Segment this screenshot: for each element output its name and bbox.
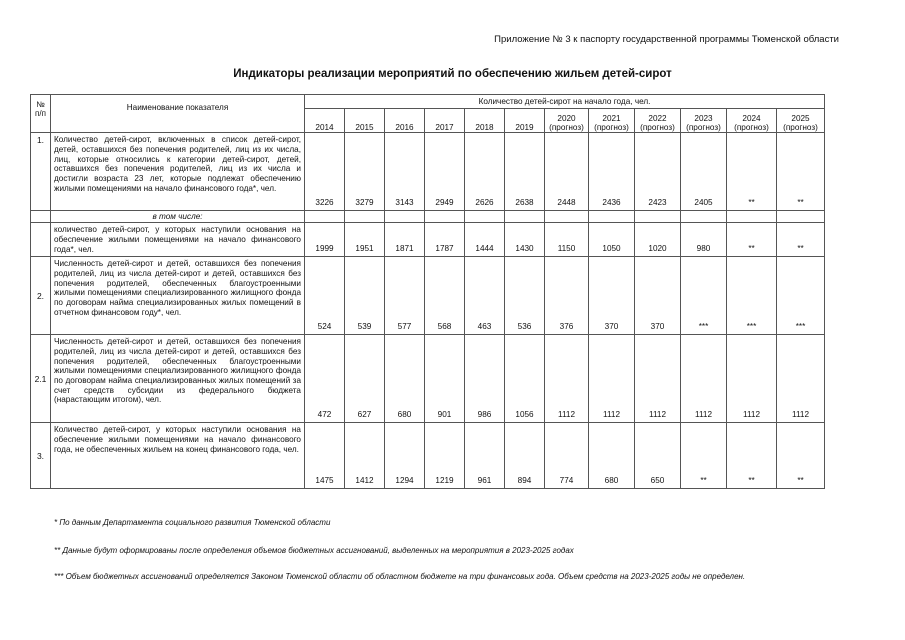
value-cell: 2638 [505, 133, 545, 211]
value-cell: 1112 [589, 335, 635, 423]
value-cell: 524 [305, 257, 345, 335]
table-row [31, 423, 825, 489]
value-cell: 472 [305, 335, 345, 423]
header-year: 2015 [345, 109, 385, 133]
table-row [31, 335, 825, 423]
table-row [31, 257, 825, 335]
value-cell: 650 [635, 423, 681, 489]
value-cell: 1020 [635, 223, 681, 257]
value-cell: 1112 [545, 335, 589, 423]
value-cell: 2626 [465, 133, 505, 211]
value-cell: 536 [505, 257, 545, 335]
value-cell: 370 [589, 257, 635, 335]
footnote-1: * По данным Департамента социального развития Тюменской области [54, 518, 331, 527]
value-cell [727, 211, 777, 223]
value-cell [345, 211, 385, 223]
value-cell: *** [777, 257, 825, 335]
header-year-group: Количество детей-сирот на начало года, чел. [305, 95, 825, 109]
table-header [31, 95, 825, 133]
value-cell: 539 [345, 257, 385, 335]
indicator-name: Количество детей-сирот, у которых наступили основания на обеспечение жилыми помещениями на начало финансового года, не обеспеченных жильем на конец финансового года, чел. [51, 423, 305, 489]
value-cell: 1150 [545, 223, 589, 257]
value-cell: 1430 [505, 223, 545, 257]
value-cell: 2423 [635, 133, 681, 211]
value-cell: 627 [345, 335, 385, 423]
value-cell: 1056 [505, 335, 545, 423]
value-cell: 3143 [385, 133, 425, 211]
value-cell [635, 211, 681, 223]
value-cell: ** [727, 423, 777, 489]
value-cell: 1294 [385, 423, 425, 489]
value-cell [505, 211, 545, 223]
value-cell: 2436 [589, 133, 635, 211]
table-row [31, 223, 825, 257]
value-cell [425, 211, 465, 223]
table-row [31, 133, 825, 211]
value-cell [385, 211, 425, 223]
header-year: 2025 (прогноз) [777, 109, 825, 133]
row-number: 3. [31, 423, 51, 489]
value-cell: ** [777, 223, 825, 257]
value-cell: 1787 [425, 223, 465, 257]
indicator-name: Численность детей-сирот и детей, оставшихся без попечения родителей, лиц из числа детей-сирот и детей, оставшихся без попечения родителей, обеспеченных благоустроенными жилыми помещениями специализированного жилищного фонда по договорам найма специализированных жилых помещений за счет средств субсидии из федерального бюджета (нарастающим итогом), чел. [51, 335, 305, 423]
header-year: 2021 (прогноз) [589, 109, 635, 133]
value-cell: 894 [505, 423, 545, 489]
header-year: 2018 [465, 109, 505, 133]
value-cell: 1112 [727, 335, 777, 423]
value-cell: 1112 [681, 335, 727, 423]
value-cell: 1050 [589, 223, 635, 257]
header-year: 2014 [305, 109, 345, 133]
value-cell: 2448 [545, 133, 589, 211]
subheader-label: в том числе: [51, 211, 305, 223]
value-cell: 961 [465, 423, 505, 489]
header-year: 2022 (прогноз) [635, 109, 681, 133]
value-cell [681, 211, 727, 223]
value-cell: 680 [385, 335, 425, 423]
value-cell: ** [681, 423, 727, 489]
header-year: 2020 (прогноз) [545, 109, 589, 133]
header-year: 2019 [505, 109, 545, 133]
row-number: 1. [31, 133, 51, 211]
indicator-name: Численность детей-сирот и детей, оставшихся без попечения родителей, лиц из числа детей-сирот и детей, оставшихся без попечения родителей, обеспеченных благоустроенными жилыми помещениями специализированного жилищного фонда по договорам найма специализированных жилых помещений в отчетном финансовом году*, чел. [51, 257, 305, 335]
row-number: 2.1 [31, 335, 51, 423]
header-year: 2024 (прогноз) [727, 109, 777, 133]
value-cell: 577 [385, 257, 425, 335]
value-cell: 2949 [425, 133, 465, 211]
indicator-name: количество детей-сирот, у которых наступили основания на обеспечение жилыми помещениями на начало финансового года*, чел. [51, 223, 305, 257]
value-cell [305, 211, 345, 223]
row-number [31, 211, 51, 223]
value-cell: 1871 [385, 223, 425, 257]
value-cell: 568 [425, 257, 465, 335]
value-cell [545, 211, 589, 223]
header-indicator-name: Наименование показателя [51, 95, 305, 133]
value-cell: 1219 [425, 423, 465, 489]
document-title: Индикаторы реализации мероприятий по обеспечению жильем детей-сирот [233, 68, 672, 80]
header-number: № п/п [31, 95, 51, 133]
value-cell: 901 [425, 335, 465, 423]
table-body [31, 133, 825, 489]
value-cell [465, 211, 505, 223]
value-cell: 986 [465, 335, 505, 423]
footnote-3: *** Объем бюджетных ассигнований определяется Законом Тюменской области об областном бюджете на три финансовых года. Объем средств на 2023-2025 годы не определен. [54, 572, 746, 581]
value-cell: ** [777, 423, 825, 489]
value-cell: 3279 [345, 133, 385, 211]
value-cell: 980 [681, 223, 727, 257]
value-cell: 680 [589, 423, 635, 489]
appendix-caption: Приложение № 3 к паспорту государственной программы Тюменской области [494, 34, 839, 45]
value-cell: 1475 [305, 423, 345, 489]
value-cell: 1999 [305, 223, 345, 257]
header-year: 2017 [425, 109, 465, 133]
value-cell: 2405 [681, 133, 727, 211]
value-cell: 1951 [345, 223, 385, 257]
header-year: 2016 [385, 109, 425, 133]
value-cell: 774 [545, 423, 589, 489]
indicators-table [30, 94, 825, 489]
row-number [31, 223, 51, 257]
value-cell: *** [727, 257, 777, 335]
value-cell [589, 211, 635, 223]
value-cell: 1412 [345, 423, 385, 489]
footnote-2: ** Данные будут оформированы после определения объемов бюджетных ассигнований, выделенных на мероприятия в 2023-2025 годах [54, 546, 574, 555]
value-cell: 1112 [635, 335, 681, 423]
value-cell: 376 [545, 257, 589, 335]
value-cell: 1444 [465, 223, 505, 257]
row-number: 2. [31, 257, 51, 335]
value-cell: 370 [635, 257, 681, 335]
value-cell: 463 [465, 257, 505, 335]
value-cell: 3226 [305, 133, 345, 211]
value-cell: ** [727, 133, 777, 211]
indicator-name: Количество детей-сирот, включенных в список детей-сирот, детей, оставшихся без попечения родителей, лиц из их числа, лиц, которые относились к категории детей-сирот, детей, оставшихся без попечения родителей, лиц из их числа и достигли возраста 23 лет, которые подлежат обеспечению жилыми помещениями на начало финансового года*, чел. [51, 133, 305, 211]
table-row [31, 211, 825, 223]
value-cell: ** [777, 133, 825, 211]
value-cell [777, 211, 825, 223]
value-cell: *** [681, 257, 727, 335]
value-cell: ** [727, 223, 777, 257]
value-cell: 1112 [777, 335, 825, 423]
header-year: 2023 (прогноз) [681, 109, 727, 133]
